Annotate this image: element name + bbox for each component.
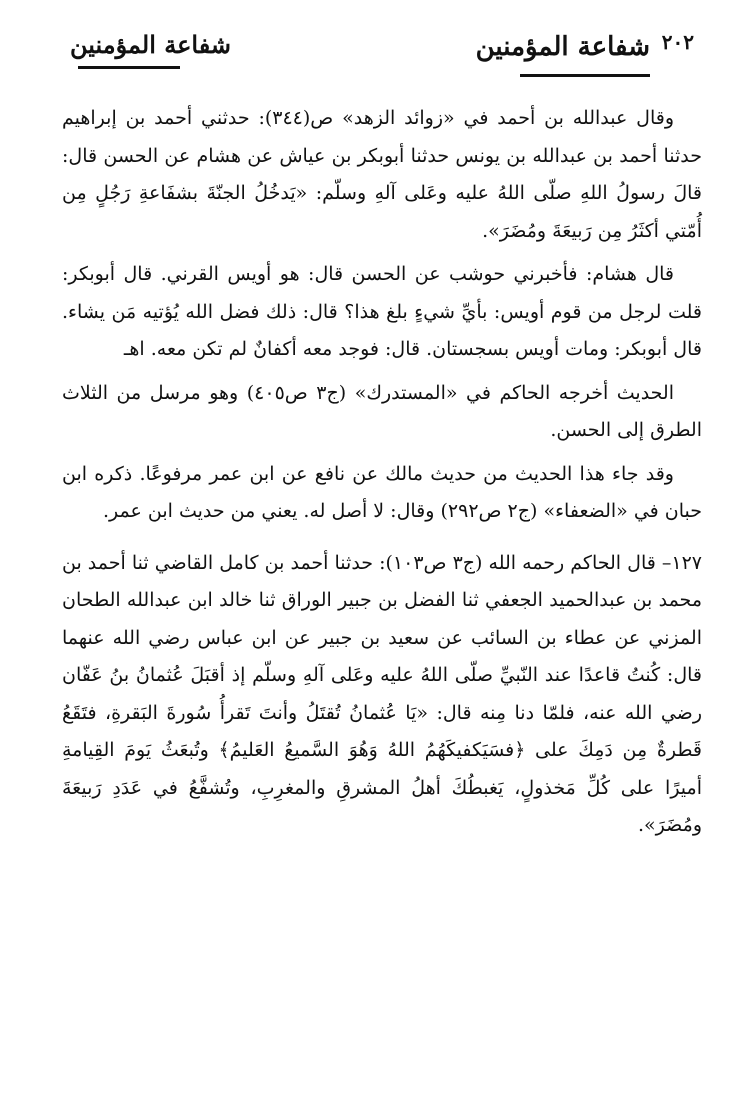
page-body	[62, 100, 702, 851]
header-underline	[520, 74, 650, 77]
page-number: ٢٠٢	[661, 30, 694, 54]
paragraph-ibn-umar: وقد جاء هذا الحديث من حديث مالك عن نافع عن ابن عمر مرفوعًا. ذكره ابن حبان في «الضعفاء» (ج٢ ص٢٩٢) وقال: لا أصل له. يعني من حديث ابن عمر.	[62, 462, 702, 522]
ornament-title: شفاعة المؤمنين	[475, 32, 650, 62]
paragraph-zuhd: وقال عبدالله بن أحمد في «زوائد الزهد» ص(٣٤٤): حدثني أحمد بن إبراهيم حدثنا أحمد بن عبدالله بن يونس حدثنا أبوبكر بن عياش عن هشام عن الحسن قال: قالَ رسولُ اللهِ صلّى اللهُ عليه وعَلى آلهِ وسلّم: «يَدخُلُ الجنّةَ بشفَاعةِ رَجُلٍ مِن أُمّتي أكثَرُ مِن رَبيعَةَ ومُضَرَ».	[62, 107, 702, 242]
paragraph-hadith-127: ١٢٧– قال الحاكم رحمه الله (ج٣ ص١٠٣): حدثنا أحمد بن كامل القاضي ثنا أحمد بن محمد بن عبدالحميد الجعفي ثنا الفضل بن جبير الوراق ثنا خالد ابن عبدالله الطحان المزني عن عطاء بن السائب عن سعيد بن جبير عن ابن عباس رضي الله عنهما قال: كُنتُ قاعدًا عند النّبيِّ صلّى اللهُ عليه وعَلى آلهِ وسلّم إذ أقبَلَ عُثمانُ بنُ عَفّان رضي الله عنه، فلمّا دنا مِنه قال: «يَا عُثمانُ تُقتَلُ وأنتَ تَقرأُ سُورةَ البَقرةِ، فتَقَعُ قَطرةٌ مِن دَمِكَ على ﴿فسَيَكفيكَهُمُ اللهُ وَهُوَ السَّميعُ العَليمُ﴾ وتُبعَثُ يَومَ القِيامةِ أميرًا على كُلِّ مَخذولٍ، يَغبطُكَ أهلُ المشرقِ والمغرِبِ، وتُشفَّعُ في عَدَدِ رَبيعَةَ ومُضَرَ».	[62, 551, 703, 836]
paragraph-hisham: قال هشام: فأخبرني حوشب عن الحسن قال: هو أويس القرني. قال أبوبكر: قلت لرجل من قوم أويس: بأيِّ شيءٍ بلغ هذا؟ قال: ذلك فضل الله يُؤتيه مَن يشاء. قال أبوبكر: ومات أويس بسجستان. قال: فوجد معه أكفانٌ لم تكن معه. اهـ	[62, 263, 702, 360]
page-header	[70, 30, 650, 85]
running-title: شفاعة المؤمنين	[70, 30, 231, 59]
title-rule	[78, 66, 180, 69]
paragraph-takhrij: الحديث أخرجه الحاكم في «المستدرك» (ج٣ ص٤٠٥) وهو مرسل من الثلاث الطرق إلى الحسن.	[62, 381, 702, 441]
